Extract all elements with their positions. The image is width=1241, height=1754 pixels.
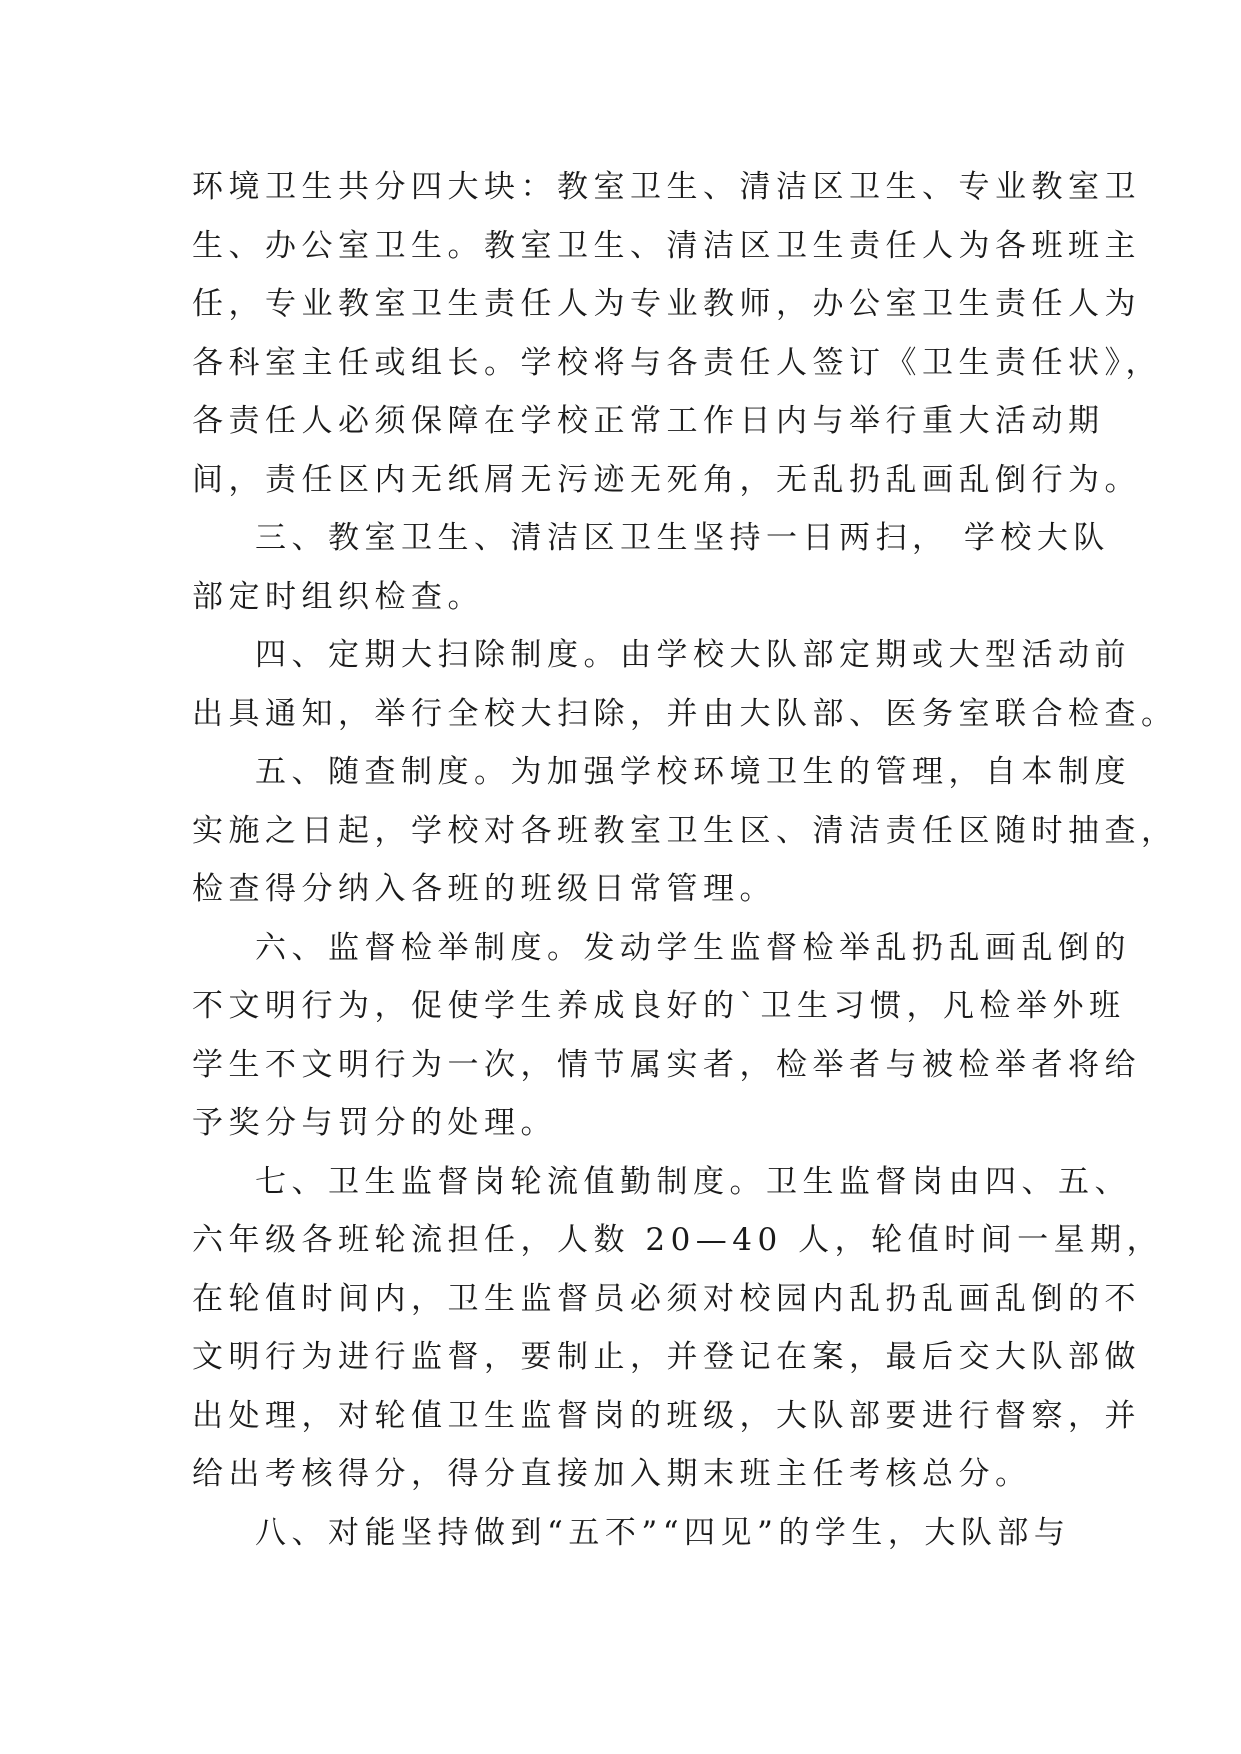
text-line: 出处理，对轮值卫生监督岗的班级，大队部要进行督察，并 [192, 1397, 1141, 1434]
text-line: 四、定期大扫除制度。由学校大队部定期或大型活动前 [255, 637, 1131, 673]
text-line: 部定时组织检查。 [192, 578, 484, 615]
text-line: 给出考核得分，得分直接加入期末班主任考核总分。 [192, 1456, 1032, 1492]
paragraph-section-3 [192, 509, 1110, 626]
text-line: 生、办公室卫生。教室卫生、清洁区卫生责任人为各班班主 [192, 227, 1141, 264]
text-line: 出具通知，举行全校大扫除，并由大队部、医务室联合检查。 [192, 695, 1178, 732]
text-line: 环境卫生共分四大块：教室卫生、清洁区卫生、专业教室卫 [192, 169, 1141, 205]
text-line: 文明行为进行监督，要制止，并登记在案，最后交大队部做 [192, 1339, 1141, 1375]
text-line: 八、对能坚持做到“五不”“四见”的学生，大队部与 [255, 1514, 1071, 1551]
paragraph-section-6 [192, 919, 1141, 1153]
text-line: 予奖分与罚分的处理。 [192, 1105, 557, 1141]
text-line: 三、教室卫生、清洁区卫生坚持一日两扫， 学校大队 [255, 520, 1110, 556]
text-line: 在轮值时间内，卫生监督员必须对校园内乱扔乱画乱倒的不 [192, 1280, 1141, 1317]
text-line: 不文明行为，促使学生养成良好的`卫生习惯，凡检举外班 [192, 988, 1126, 1024]
text-line: 学生不文明行为一次，情节属实者，检举者与被检举者将给 [192, 1046, 1141, 1083]
paragraph-section-8 [192, 1504, 1072, 1563]
paragraph-environment-hygiene [192, 158, 1162, 509]
text-line: 间，责任区内无纸屑无污迹无死角，无乱扔乱画乱倒行为。 [192, 461, 1141, 498]
text-line: 任，专业教室卫生责任人为专业教师，办公室卫生责任人为 [192, 286, 1141, 322]
text-line: 各责任人必须保障在学校正常工作日内与举行重大活动期 [192, 403, 1105, 439]
paragraph-section-7 [192, 1153, 1164, 1504]
text-line: 七、卫生监督岗轮流值勤制度。卫生监督岗由四、五、 [255, 1163, 1131, 1200]
text-line: 六年级各班轮流担任，人数 20—40 人，轮值时间一星期， [192, 1222, 1164, 1258]
text-line: 实施之日起，学校对各班教室卫生区、清洁责任区随时抽查， [192, 812, 1178, 849]
text-line: 六、监督检举制度。发动学生监督检举乱扔乱画乱倒的 [255, 929, 1131, 966]
text-line: 检查得分纳入各班的班级日常管理。 [192, 871, 776, 907]
text-line: 各科室主任或组长。学校将与各责任人签订《卫生责任状》， [192, 344, 1162, 381]
document-body [192, 158, 1178, 1562]
paragraph-section-4 [192, 626, 1178, 743]
text-line: 五、随查制度。为加强学校环境卫生的管理，自本制度 [255, 754, 1131, 790]
paragraph-section-5 [192, 743, 1178, 919]
